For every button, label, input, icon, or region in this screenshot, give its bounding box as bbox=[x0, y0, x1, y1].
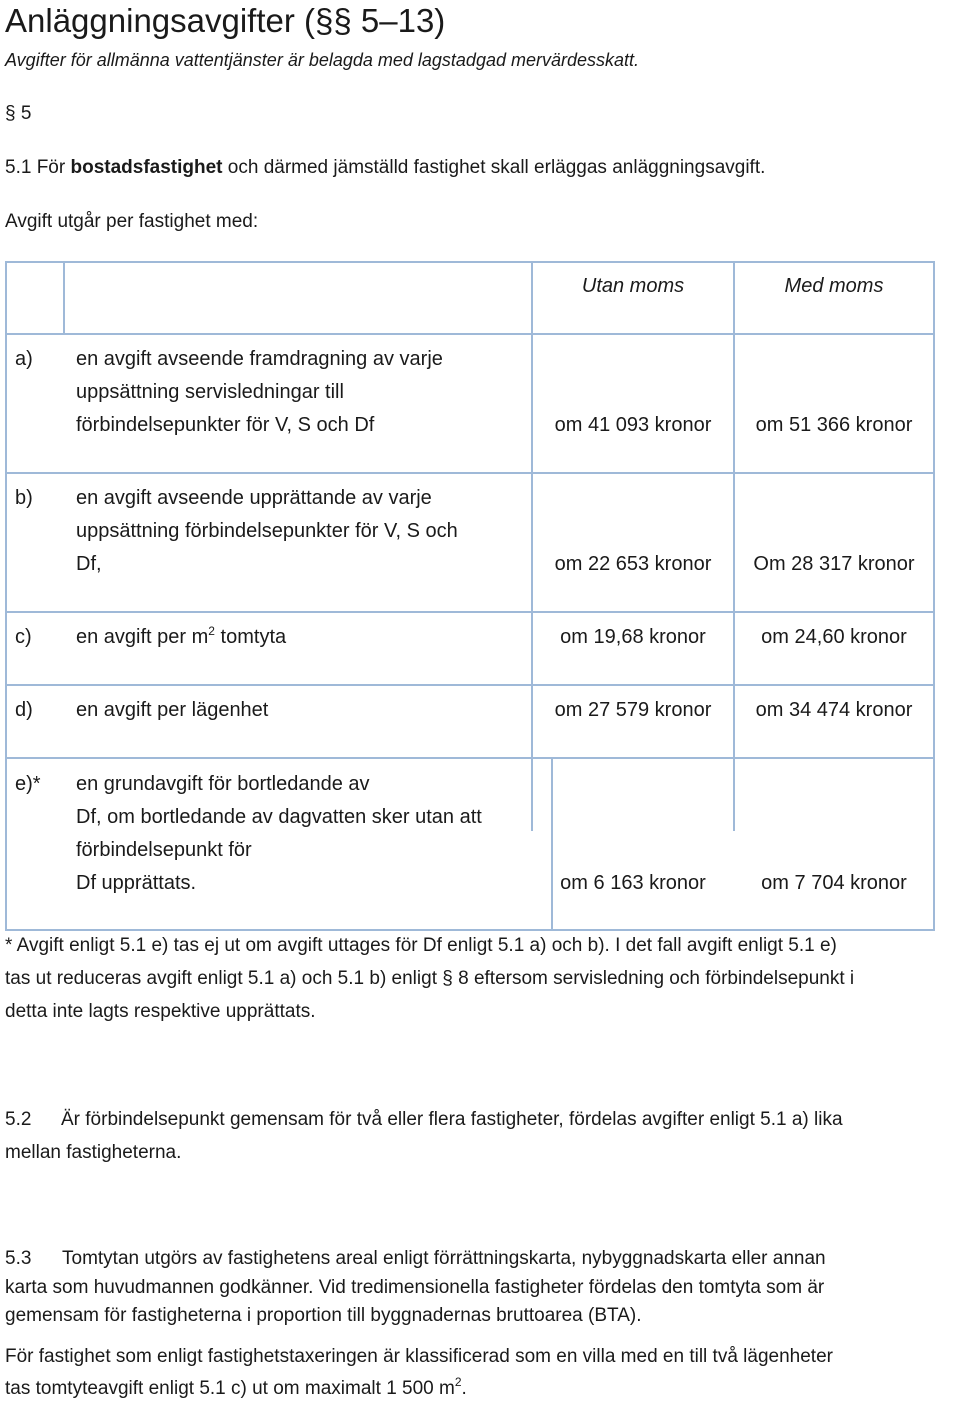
row-e-desc-line-2: Df, om bortledande av dagvatten sker utan att bbox=[76, 806, 482, 828]
row-c-desc-prefix: en avgift per m bbox=[76, 626, 209, 648]
paragraph-5-1-suffix: och därmed jämställd fastighet skall erläggas anläggningsavgift. bbox=[222, 157, 766, 178]
row-a-desc-line-3: förbindelsepunkter för V, S och Df bbox=[76, 414, 375, 436]
row-c-desc-suffix: tomtyta bbox=[214, 626, 287, 648]
paragraph-5-1-bold: bostadsfastighet bbox=[70, 157, 223, 178]
row-b-desc-line-2: uppsättning förbindelsepunkter för V, S och bbox=[76, 520, 458, 542]
table-row-line-4 bbox=[5, 684, 935, 686]
row-e-med-moms: om 7 704 kronor bbox=[761, 872, 907, 894]
fee-table bbox=[5, 261, 935, 931]
row-b-desc-line-1: en avgift avseende upprättande av varje bbox=[76, 487, 432, 509]
row-d-utan-moms: om 27 579 kronor bbox=[554, 699, 712, 721]
row-a-desc-line-2: uppsättning servisledningar till bbox=[76, 381, 344, 403]
paragraph-villa-line-2-suffix: . bbox=[461, 1378, 467, 1399]
paragraph-villa-line-1: För fastighet som enligt fastighetstaxeringen är klassificerad som en villa med en till två lägenheter bbox=[5, 1346, 833, 1367]
table-border-top bbox=[5, 261, 935, 263]
table-row-line-3 bbox=[5, 611, 935, 613]
row-d-label: d) bbox=[15, 699, 33, 721]
row-c-desc-superscript: 2 bbox=[208, 624, 215, 638]
table-row-line-2 bbox=[5, 472, 935, 474]
row-c-desc bbox=[76, 621, 286, 654]
table-divider-label-header bbox=[63, 261, 65, 335]
paragraph-5-2-number: 5.2 bbox=[5, 1109, 32, 1130]
paragraph-5-3-number: 5.3 bbox=[5, 1248, 32, 1269]
table-row-line-5 bbox=[5, 757, 935, 759]
paragraph-villa-superscript: 2 bbox=[454, 1375, 462, 1389]
paragraph-5-3-line-1: Tomtytan utgörs av fastighetens areal enligt förrättningskarta, nybyggnadskarta eller annan bbox=[62, 1248, 826, 1269]
table-divider-values bbox=[733, 261, 735, 831]
row-c-label: c) bbox=[15, 626, 32, 648]
table-row-line-1 bbox=[5, 333, 935, 335]
paragraph-5-1-prefix: 5.1 För bbox=[5, 157, 71, 178]
paragraph-5-1 bbox=[5, 156, 765, 180]
row-b-label: b) bbox=[15, 487, 33, 509]
footnote-line-3: detta inte lagts respektive upprättats. bbox=[5, 1001, 316, 1022]
column-header-utan-moms: Utan moms bbox=[581, 275, 685, 297]
row-e-label: e)* bbox=[15, 773, 41, 795]
row-e-utan-moms: om 6 163 kronor bbox=[560, 872, 706, 894]
row-a-label: a) bbox=[15, 348, 33, 370]
row-b-desc-line-3: Df, bbox=[76, 553, 102, 575]
row-d-med-moms: om 34 474 kronor bbox=[755, 699, 913, 721]
row-b-med-moms: Om 28 317 kronor bbox=[753, 553, 915, 575]
paragraph-5-2-line-1: Är förbindelsepunkt gemensam för två eller flera fastigheter, fördelas avgifter enligt 5.1 a) lika bbox=[61, 1109, 843, 1130]
footnote-line-1: * Avgift enligt 5.1 e) tas ej ut om avgift uttages för Df enligt 5.1 a) och b). I det fall avgift enligt 5.1 e) bbox=[5, 935, 837, 956]
row-a-med-moms: om 51 366 kronor bbox=[755, 414, 913, 436]
row-c-utan-moms: om 19,68 kronor bbox=[560, 626, 706, 648]
section-label: § 5 bbox=[5, 103, 32, 124]
paragraph-villa-line-2 bbox=[5, 1377, 467, 1401]
row-a-desc-line-1: en avgift avseende framdragning av varje bbox=[76, 348, 443, 370]
row-e-desc-line-4: Df upprättats. bbox=[76, 872, 197, 894]
table-border-right bbox=[933, 261, 935, 931]
row-d-desc-line-1: en avgift per lägenhet bbox=[76, 699, 269, 721]
footnote-line-2: tas ut reduceras avgift enligt 5.1 a) och 5.1 b) enligt § 8 eftersom servisledning och förbindelsepunkt i bbox=[5, 968, 855, 989]
row-b-utan-moms: om 22 653 kronor bbox=[554, 553, 712, 575]
fee-intro: Avgift utgår per fastighet med: bbox=[5, 211, 259, 232]
table-divider-desc bbox=[531, 261, 533, 831]
paragraph-5-2-line-2: mellan fastigheterna. bbox=[5, 1142, 182, 1163]
row-c-med-moms: om 24,60 kronor bbox=[761, 626, 907, 648]
paragraph-5-3-line-2: karta som huvudmannen godkänner. Vid tredimensionella fastigheter fördelas den tomtyta som är bbox=[5, 1277, 825, 1298]
row-e-desc-line-1: en grundavgift för bortledande av bbox=[76, 773, 370, 795]
row-a-utan-moms: om 41 093 kronor bbox=[554, 414, 712, 436]
column-header-med-moms: Med moms bbox=[784, 275, 884, 297]
paragraph-5-3-line-3: gemensam för fastigheterna i proportion till byggnadernas bruttoarea (BTA). bbox=[5, 1305, 642, 1326]
vat-notice: Avgifter för allmänna vattentjänster är belagda med lagstadgad mervärdesskatt. bbox=[5, 50, 640, 70]
table-divider-desc-e bbox=[551, 758, 553, 931]
page-title: Anläggningsavgifter (§§ 5–13) bbox=[5, 2, 446, 39]
paragraph-villa-line-2-prefix: tas tomtyteavgift enligt 5.1 c) ut om maximalt 1 500 m bbox=[5, 1378, 455, 1399]
row-e-desc-line-3: förbindelsepunkt för bbox=[76, 839, 252, 861]
table-border-left bbox=[5, 261, 7, 931]
